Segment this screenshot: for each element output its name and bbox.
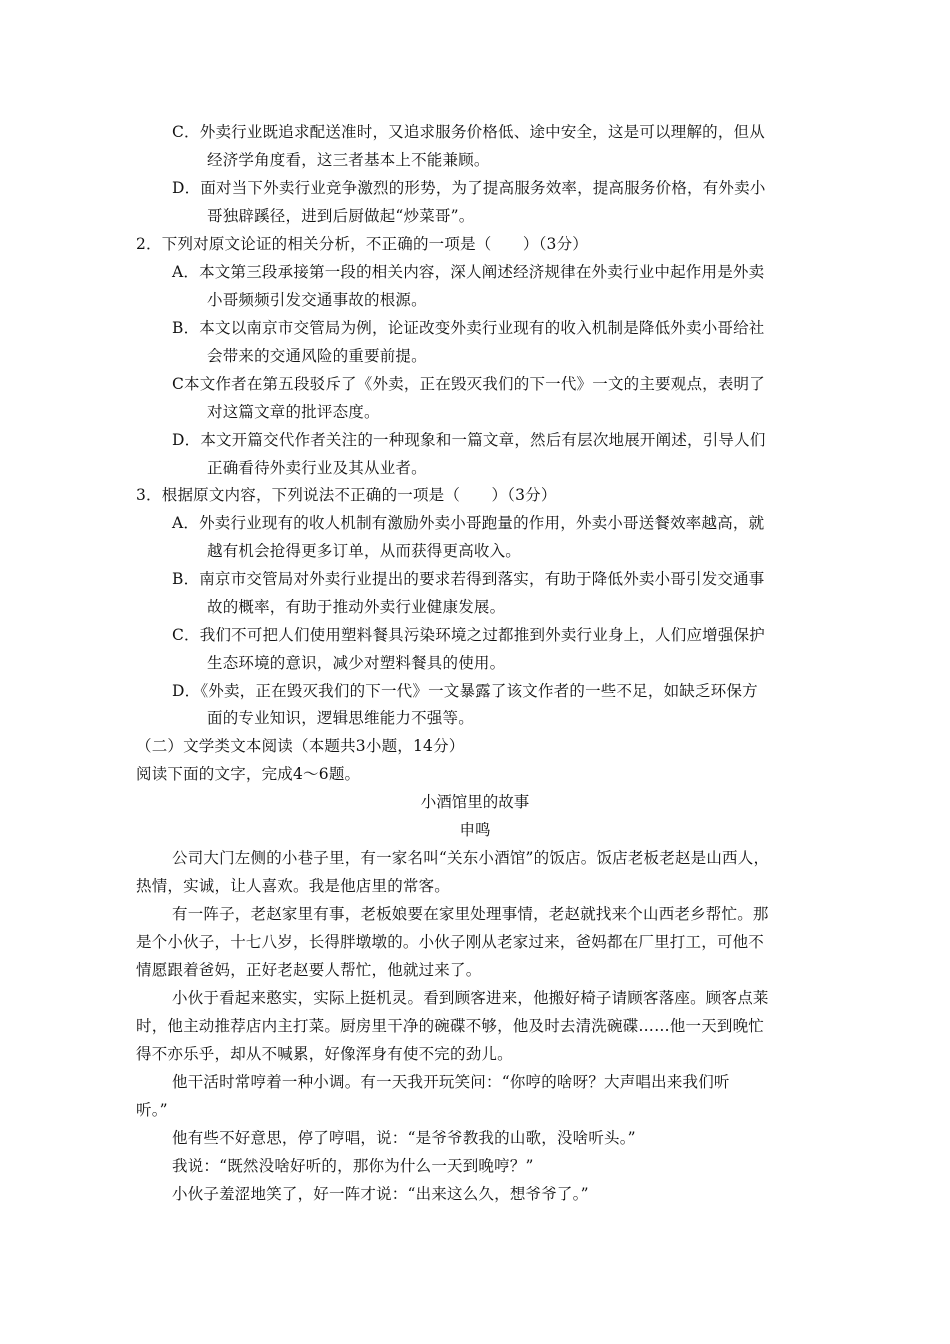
story-paragraph-2-line3: 情愿跟着爸妈，正好老赵要人帮忙，他就过来了。 [136, 961, 482, 979]
q2-option-a-line2: 小哥频频引发交通事故的根源。 [207, 291, 427, 309]
story-author: 申鸣 [459, 821, 491, 839]
story-paragraph-2-line2: 是个小伙子，十七八岁，长得胖墩墩的。小伙子刚从老家过来，爸妈都在厂里打工，可他不 [136, 933, 765, 951]
q3-option-d-line1: D．《外卖，正在毁灭我们的下一代》一文暴露了该文作者的一些不足，如缺乏环保方 [172, 682, 758, 700]
story-paragraph-4-line1: 他干活时常哼着一种小调。有一天我开玩笑问：“你哼的啥呀？大声唱出来我们听 [172, 1073, 730, 1091]
story-paragraph-2-line1: 有一阵子，老赵家里有事，老板娘要在家里处理事情，老赵就找来个山西老乡帮忙。那 [172, 905, 769, 923]
q2-option-c-line2: 对这篇文章的批评态度。 [207, 403, 380, 421]
q3-option-a-line1: A．外卖行业现有的收人机制有激励外卖小哥跑量的作用，外卖小哥送餐效率越高，就 [172, 514, 765, 532]
q1-option-d-line1: D．面对当下外卖行业竞争激烈的形势，为了提高服务效率，提高服务价格，有外卖小 [172, 179, 766, 197]
q2-option-b-line1: B．本文以南京市交管局为例，论证改变外卖行业现有的收入机制是降低外卖小哥给社 [172, 319, 765, 337]
story-paragraph-4-line2: 听。” [136, 1101, 168, 1119]
q3-option-c-line1: C．我们不可把人们使用塑料餐具污染环境之过都推到外卖行业身上，人们应增强保护 [172, 626, 765, 644]
q1-option-c-line1: C．外卖行业既追求配送准时，又追求服务价格低、途中安全，这是可以理解的，但从 [172, 123, 765, 141]
section-heading: （二）文学类文本阅读（本题共3小题，14分） [136, 737, 465, 755]
q3-option-b-line2: 故的概率，有助于推动外卖行业健康发展。 [207, 598, 506, 616]
story-paragraph-3-line2: 时，他主动推荐店内主打菜。厨房里干净的碗碟不够，他及时去清洗碗碟……他一天到晚忙 [136, 1017, 765, 1035]
story-paragraph-1-line1: 公司大门左侧的小巷子里，有一家名叫“关东小酒馆”的饭店。饭店老板老赵是山西人， [172, 849, 770, 867]
q2-option-b-line2: 会带来的交通风险的重要前提。 [207, 347, 427, 365]
story-paragraph-1-line2: 热情，实诚，让人喜欢。我是他店里的常客。 [136, 877, 451, 895]
story-paragraph-6: 我说：“既然没啥好听的，那你为什么一天到晚哼？” [172, 1157, 534, 1175]
q2-option-d-line1: D．本文开篇交代作者关注的一种现象和一篇文章，然后有层次地展开阐述，引导人们 [172, 431, 766, 449]
story-paragraph-7: 小伙子羞涩地笑了，好一阵才说：“出来这么久，想爷爷了。” [172, 1185, 589, 1203]
story-paragraph-5: 他有些不好意思，停了哼唱，说：“是爷爷教我的山歌，没啥听头。” [172, 1129, 636, 1147]
story-paragraph-3-line3: 得不亦乐乎，却从不喊累，好像浑身有使不完的劲儿。 [136, 1045, 513, 1063]
q2-stem: 2．下列对原文论证的相关分析，不正确的一项是（ ）（3分） [136, 235, 588, 253]
q3-option-d-line2: 面的专业知识，逻辑思维能力不强等。 [207, 709, 474, 727]
q1-option-d-line2: 哥独辟蹊径，进到后厨做起“炒菜哥”。 [207, 207, 475, 225]
q3-option-c-line2: 生态环境的意识，减少对塑料餐具的使用。 [207, 654, 506, 672]
q3-stem: 3．根据原文内容，下列说法不正确的一项是（ ）（3分） [136, 486, 557, 504]
story-paragraph-3-line1: 小伙于看起来憨实，实际上挺机灵。看到顾客进来，他搬好椅子请顾客落座。顾客点莱 [172, 989, 769, 1007]
q2-option-a-line1: A．本文第三段承接第一段的相关内容，深人阐述经济规律在外卖行业中起作用是外卖 [172, 263, 765, 281]
q3-option-a-line2: 越有机会抢得更多订单，从而获得更高收入。 [207, 542, 522, 560]
q2-option-d-line2: 正确看待外卖行业及其从业者。 [207, 459, 427, 477]
section-instruction: 阅读下面的文字，完成4～6题。 [136, 765, 361, 783]
q2-option-c-line1: C本文作者在第五段驳斥了《外卖，正在毁灭我们的下一代》一文的主要观点，表明了 [172, 375, 765, 393]
q1-option-c-line2: 经济学角度看，这三者基本上不能兼顾。 [207, 151, 490, 169]
story-title: 小酒馆里的故事 [420, 793, 530, 811]
q3-option-b-line1: B．南京市交管局对外卖行业提出的要求若得到落实，有助于降低外卖小哥引发交通事 [172, 570, 765, 588]
